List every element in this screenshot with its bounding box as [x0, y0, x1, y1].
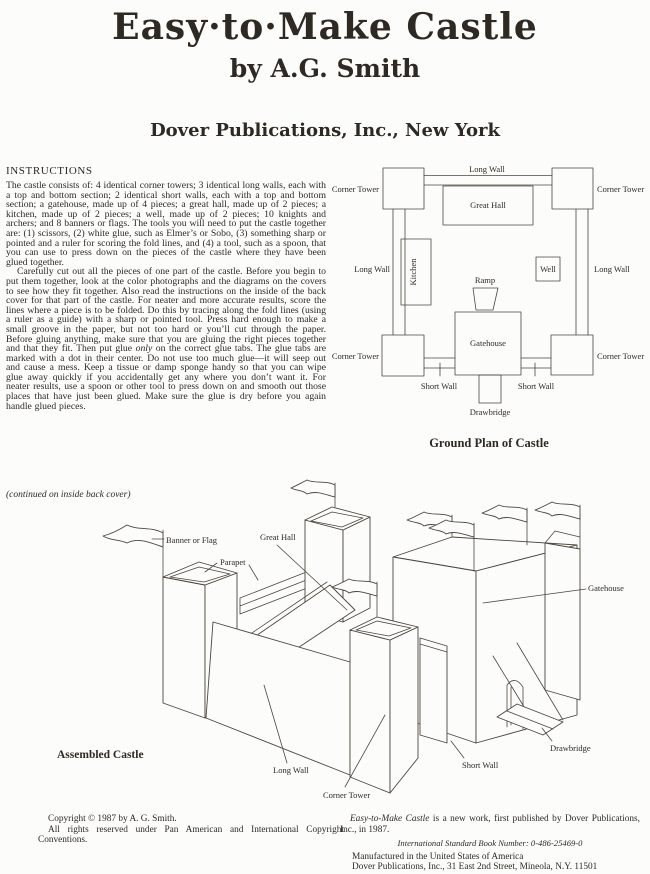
plan-short-wall-left [424, 358, 455, 376]
plan-label-long-wall-right: Long Wall [594, 264, 630, 274]
publication-block [340, 814, 640, 873]
plan-long-wall-top [424, 176, 552, 186]
banner-flag-icon [291, 480, 335, 507]
plan-label-short-wall-left: Short Wall [420, 381, 458, 391]
castle-label-banner-or-flag: Banner or Flag [166, 535, 217, 545]
castle-label-long-wall: Long Wall [273, 765, 309, 775]
instructions-heading: INSTRUCTIONS [6, 165, 93, 177]
plan-label-corner-tower-bl: Corner Tower [331, 351, 379, 361]
publication-note [340, 814, 640, 835]
paragraph-2-text-a: Carefully cut out all the pieces of one part of the castle. Before you begin to put them together, look at the color photographs and the diagrams on the covers to see how they fit together. Also read the instructions on the inside of the back cover for that part of the castle. For neater and more accurate results, score the lines where a piece is to be folded. Do this by tracing along the fold lines (using a ruler as a guide) with a sharp or pointed tool. Press hard enough to make a small groove in the paper, but not too hard or you’ll cut through the paper. Before gluing anything, make sure that you are gluing the right pieces together and that they fit. Then put glue [6, 266, 326, 355]
plan-label-long-wall-left: Long Wall [354, 264, 390, 274]
castle-label-drawbridge: Drawbridge [550, 743, 591, 753]
rights-line: All rights reserved under Pan American and International Copyright Conventions. [38, 824, 344, 846]
instructions-paragraph-2 [6, 267, 326, 411]
continued-note: (continued on inside back cover) [6, 490, 131, 500]
plan-label-ramp: Ramp [474, 275, 496, 285]
plan-label-well: Well [540, 264, 556, 274]
publisher-line: Dover Publications, Inc., New York [150, 120, 500, 141]
plan-label-short-wall-right: Short Wall [517, 381, 555, 391]
plan-short-wall-right [521, 358, 551, 376]
ground-plan-caption: Ground Plan of Castle [429, 436, 549, 450]
plan-ramp [473, 288, 498, 310]
paragraph-2-text-b: on the correct glue tabs. The glue tabs are marked with a dot in their center. Do not use too much glue—it will seep out and cause a mess. Keep a tissue or damp sponge handy so that you can wipe glue away quickly if you accidentally get any where you don’t want it. For neater results, use a spoon or other tool to press down on and smooth out those places that have just been glued. Make sure the glue is dry before you again handle glued pieces. [6, 343, 326, 412]
ground-plan-diagram [328, 162, 650, 424]
paragraph-2-emphasis: only [135, 343, 153, 355]
short-wall-panel [420, 638, 447, 743]
manufactured-line: Manufactured in the United States of America [352, 851, 524, 862]
publication-note-rest: is a new work, first published by Dover Publications, Inc., in 1987. [340, 814, 640, 835]
instructions-paragraph-1: The castle consists of: 4 identical corner towers; 3 identical long walls, each with a top and bottom section; 2 identical short walls, each with a top and bottom section; a gatehouse, made up of 4 pieces; a great hall, made up of 2 pieces; a kitchen, made up of 2 pieces; a well, made up of 2 pieces; 10 knights and archers; and 8 banners or flags. The tools you will need to put the castle together are: (1) scissors, (2) white glue, such as Elmer’s or Sobo, (3) something sharp or pointed and a ruler for scoring the fold lines, and (4) a tool, such as a spoon, that you can use to press down on the pieces of the castle where they have been glued together. [6, 180, 326, 268]
gate-tower [545, 543, 580, 700]
plan-corner-tower-tr [552, 168, 593, 209]
author-byline: by A.G. Smith [229, 54, 421, 83]
castle-label-gatehouse: Gatehouse [588, 583, 624, 593]
plan-label-corner-tower-br: Corner Tower [597, 351, 645, 361]
copyright-block [38, 814, 344, 846]
isbn-line: International Standard Book Number: 0-486-25469-0 [397, 838, 583, 849]
plan-label-long-wall-top: Long Wall [469, 164, 505, 174]
castle-label-great-hall: Great Hall [260, 532, 296, 542]
plan-corner-tower-tl [383, 168, 424, 209]
plan-drawbridge [479, 375, 501, 403]
page-title: Easy·to·Make Castle [112, 6, 538, 48]
plan-corner-tower-bl [382, 335, 424, 376]
long-wall-panel [206, 622, 350, 775]
copyright-line: Copyright © 1987 by A. G. Smith. [48, 814, 177, 824]
plan-label-corner-tower-tl: Corner Tower [331, 184, 379, 194]
plan-long-wall-left [393, 209, 405, 335]
plan-long-wall-right [576, 209, 588, 335]
plan-label-great-hall: Great Hall [470, 200, 506, 210]
plan-label-gatehouse: Gatehouse [470, 338, 506, 348]
instructions-section [6, 165, 326, 411]
castle-label-parapet: Parapet [220, 557, 246, 567]
castle-label-short-wall: Short Wall [462, 760, 499, 770]
publisher-address-line: Dover Publications, Inc., 31 East 2nd Street, Mineola, N.Y. 11501 [352, 862, 598, 873]
assembled-castle-caption: Assembled Castle [57, 749, 144, 761]
plan-label-corner-tower-tr: Corner Tower [597, 184, 645, 194]
plan-label-kitchen: Kitchen [408, 258, 418, 286]
banner-flag-icon [103, 525, 163, 577]
plan-label-drawbridge: Drawbridge [469, 407, 511, 417]
plan-corner-tower-br [551, 335, 593, 375]
castle-label-corner-tower: Corner Tower [323, 790, 371, 800]
work-title: Easy-to-Make Castle [350, 814, 430, 824]
